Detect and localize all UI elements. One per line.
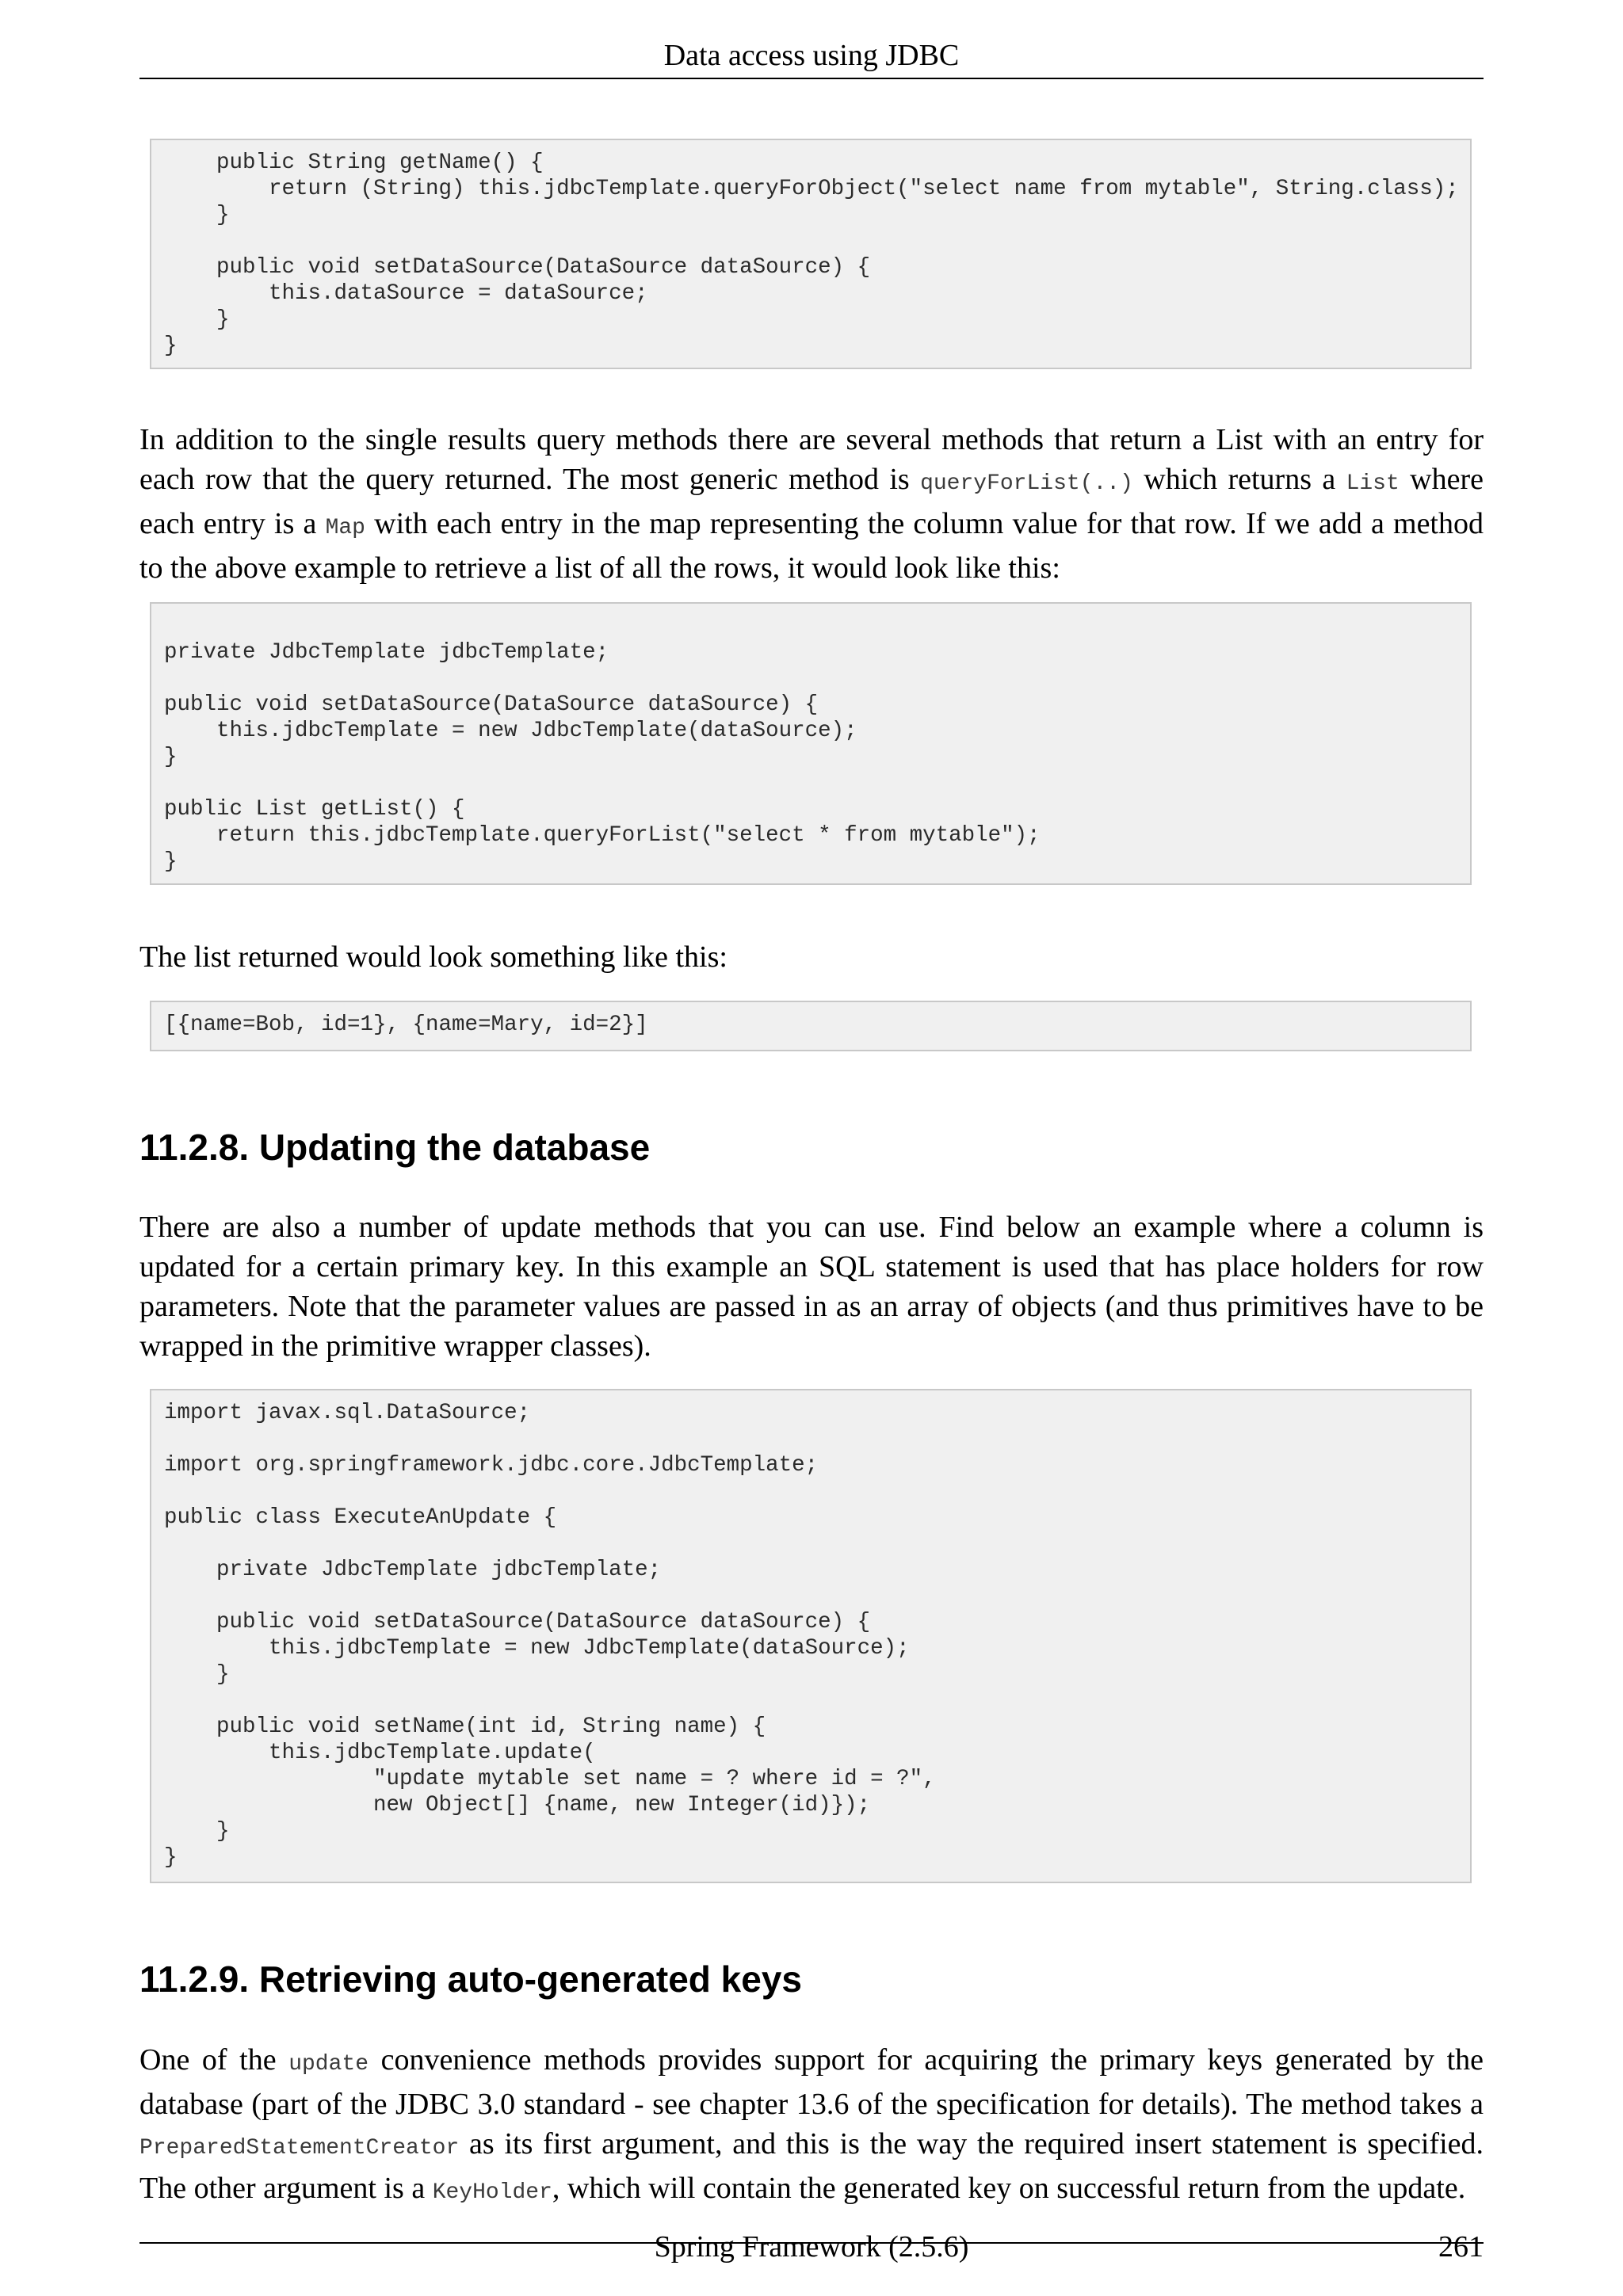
paragraph-text: as its first argument, and this is the way the required insert statement is specified. The other argument is a [139,2127,1484,2205]
code-block-getname: public String getName() { return (String) this.jdbcTemplate.queryForObject("select name from mytable", String.class); } public void setDataSource(DataSource dataSource) { this.dataSource = dataSource; } } [150,139,1472,369]
paragraph-text: with each entry in the map representing the column value for that row. If we add a method to the above example to retrieve a list of all the rows, it would look like this: [139,507,1484,585]
page-number: 261 [1438,2230,1484,2264]
code-block-list-output: [{name=Bob, id=1}, {name=Mary, id=2}] [150,1001,1472,1051]
paragraph-list-returned: The list returned would look something like this: [139,940,727,974]
section-heading-auto-generated-keys: 11.2.9. Retrieving auto-generated keys [139,1958,803,2000]
header-rule [139,78,1484,79]
footer-title: Spring Framework (2.5.6) [654,2230,969,2264]
inline-code-list: List [1346,471,1400,496]
paragraph-text: convenience methods provides support for acquiring the primary keys generated by the database (part of the JDBC 3.0 standard - see chapter 13.6 of the specification for details). The method takes a [139,2043,1484,2121]
paragraph-text: In addition to the single results query methods there are several methods that return a List with an entry for each row that the query returned. The most generic method is [139,423,1484,496]
paragraph-text: where each entry is a [139,463,1484,540]
paragraph-text: which returns a [1132,463,1346,496]
inline-code-preparedstatementcreator: PreparedStatementCreator [139,2136,460,2161]
code-block-getlist: private JdbcTemplate jdbcTemplate; public void setDataSource(DataSource dataSource) { this.jdbcTemplate = new JdbcTemplate(dataSource); } public List getList() { return this.jdbcTemplate.queryForList("select * from mytable"); } [150,602,1472,885]
inline-code-queryforlist: queryForList(..) [920,471,1133,496]
inline-code-update: update [288,2052,369,2077]
page-header-title: Data access using JDBC [663,39,960,72]
code-block-execute-an-update: import javax.sql.DataSource; import org.springframework.jdbc.core.JdbcTemplate; public class ExecuteAnUpdate { private JdbcTemplate jdbcTemplate; public void setDataSource(DataSource dataSource) { this.jdbcTemplate = new JdbcTemplate(dataSource); } public void setName(int id, String name) { this.jdbcTemplate.update( "update mytable set name = ? where id = ?", new Object[] {name, new Integer(id)}); } } [150,1389,1472,1883]
paragraph-auto-generated-keys [139,2040,1484,2213]
paragraph-query-for-list [139,420,1484,588]
inline-code-keyholder: KeyHolder [432,2180,552,2205]
page-footer [139,2223,1484,2271]
paragraph-text: , which will contain the generated key on successful return from the update. [552,2172,1466,2205]
paragraph-update-methods: There are also a number of update methods that you can use. Find below an example where a column is updated for a certain primary key. In this example an SQL statement is used that has place holders for row parameters. Note that the parameter values are passed in as an array of objects (and thus primitives have to be wrapped in the primitive wrapper classes). [139,1211,1484,1363]
section-heading-updating-database: 11.2.8. Updating the database [139,1127,651,1168]
paragraph-text: One of the [139,2043,289,2077]
inline-code-map: Map [325,516,365,540]
